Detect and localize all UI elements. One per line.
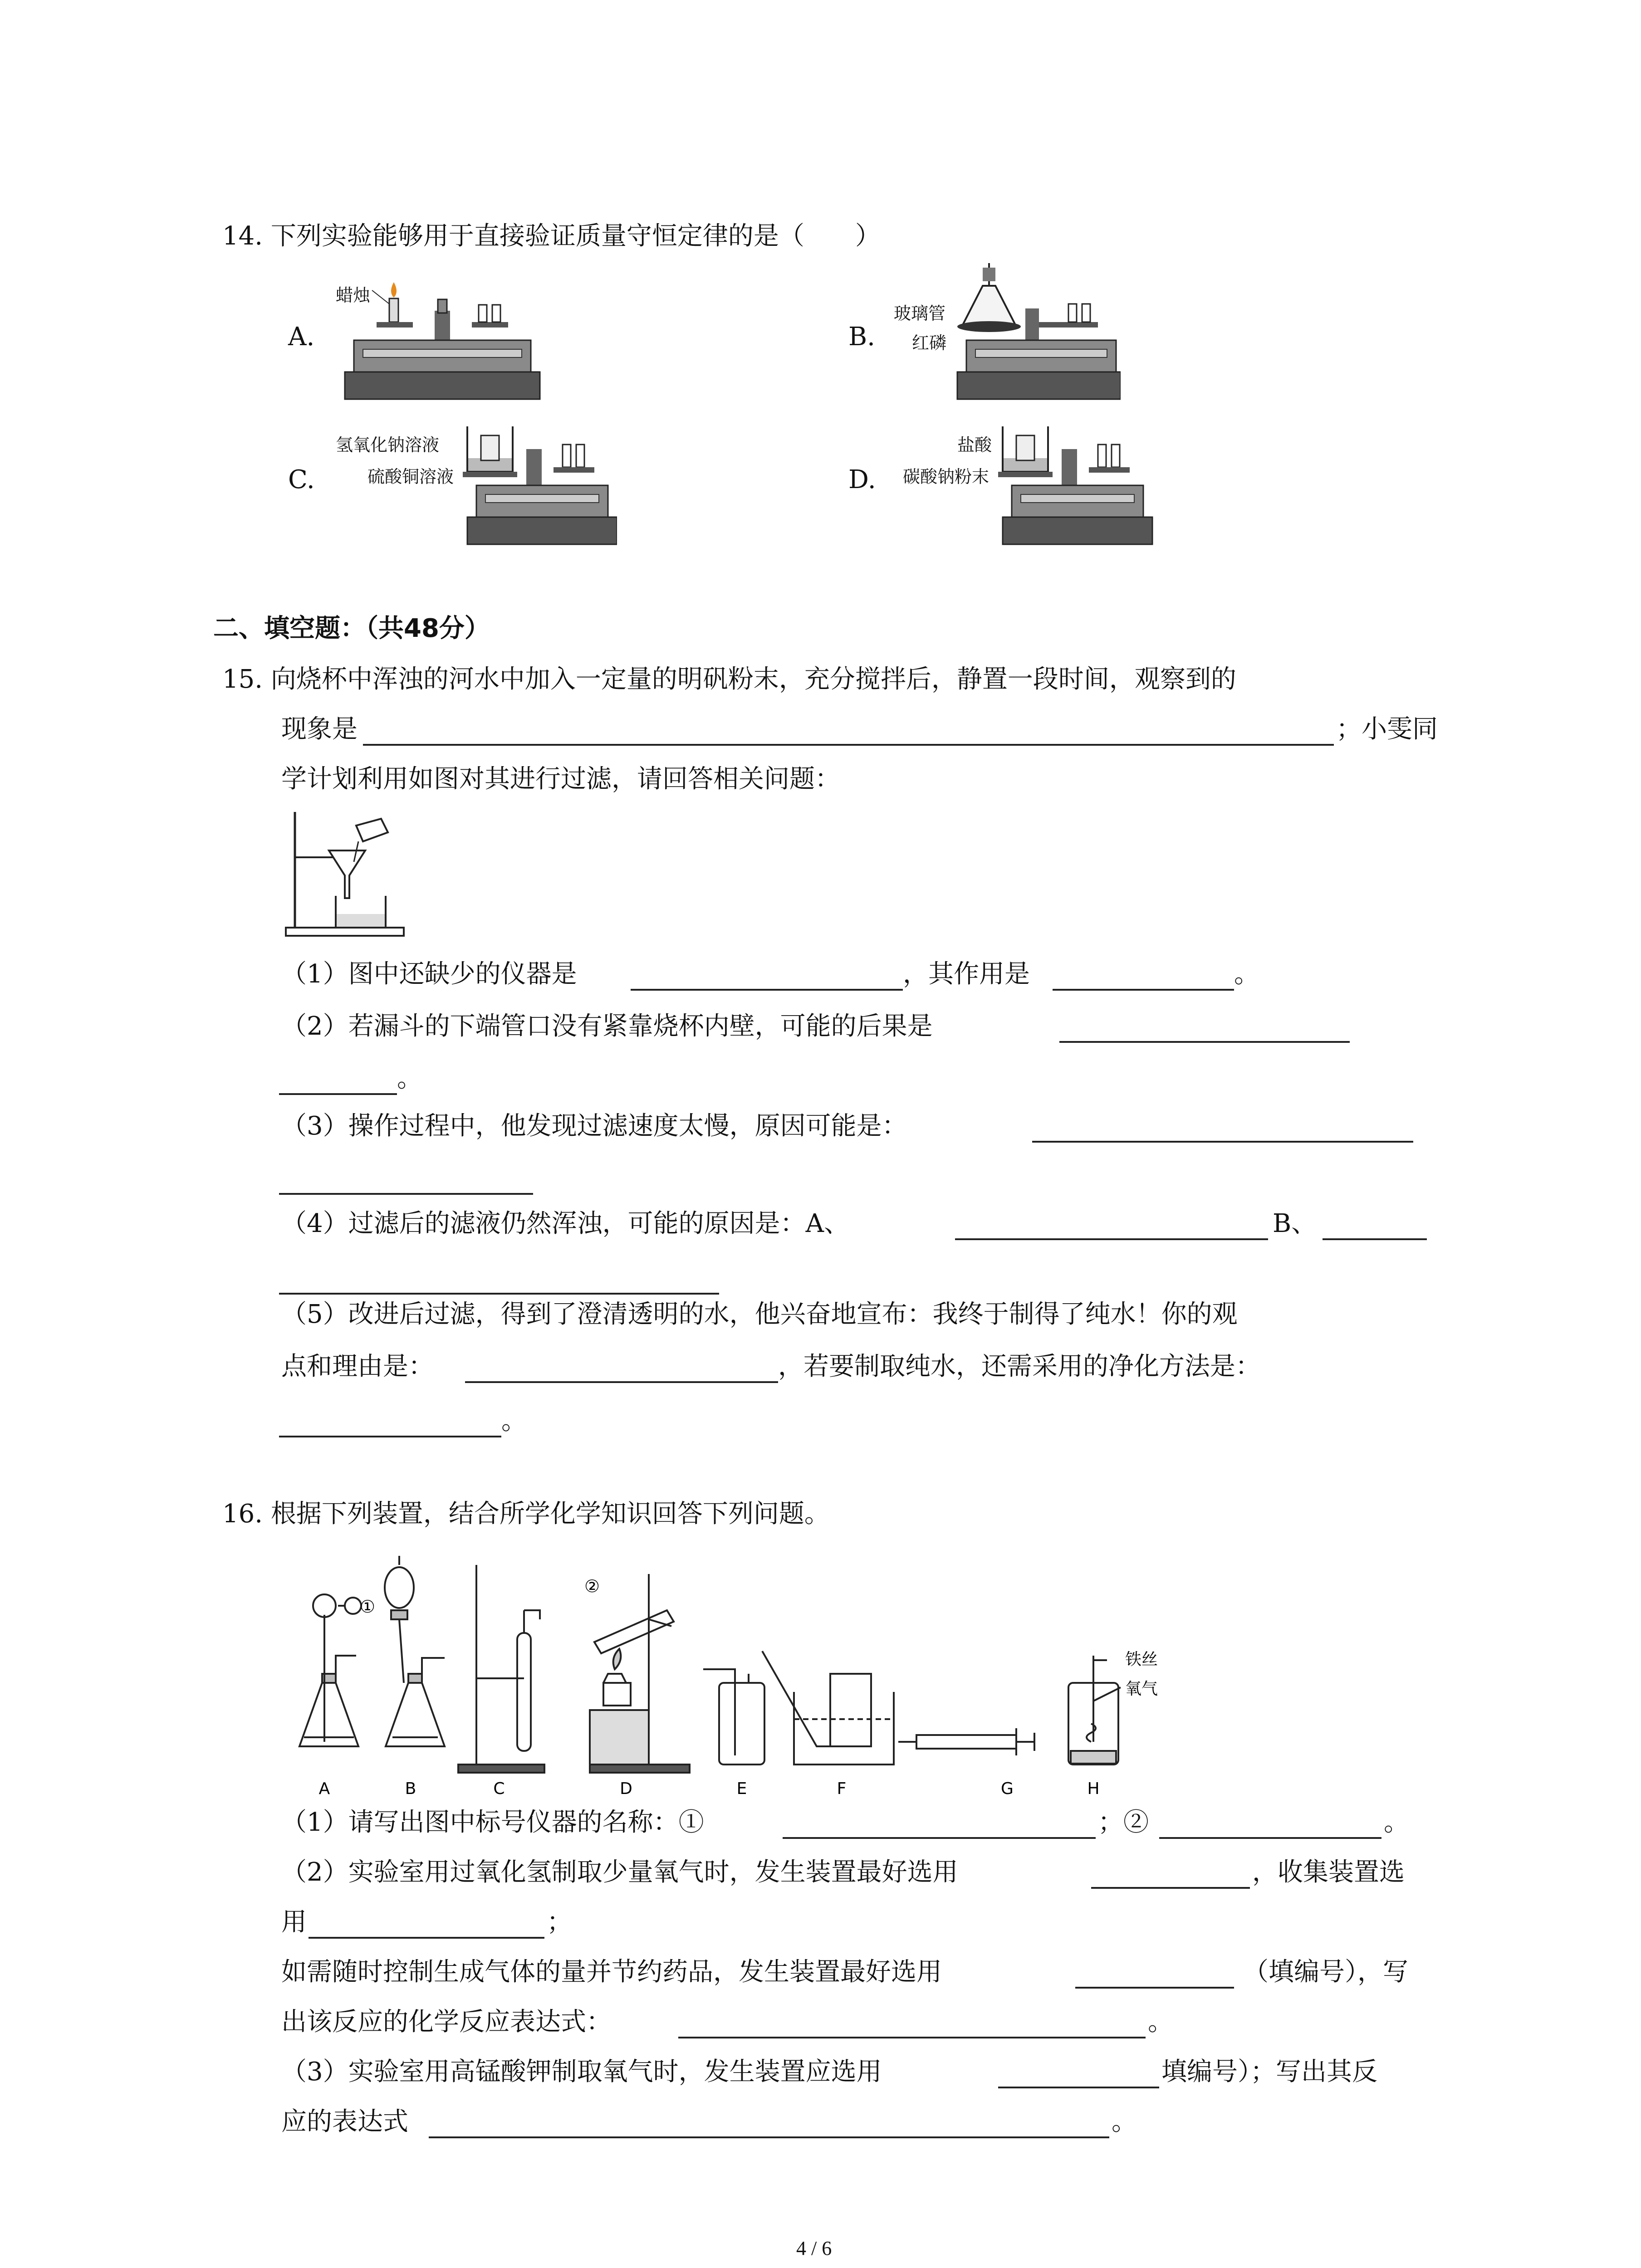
q16-apparatus-figure — [272, 1547, 1189, 1801]
q15-blank-consequence-1[interactable] — [1059, 1041, 1350, 1043]
q16-p2f: （填编号），写 — [1243, 1957, 1408, 1987]
apparatus-letter-g: G — [1001, 1779, 1014, 1798]
q15-p5b: 点和理由是： — [281, 1352, 434, 1381]
q15-blank-slow-reason-2[interactable] — [279, 1193, 533, 1195]
q15-blank-turbid-reason-b-2[interactable] — [279, 1293, 719, 1295]
q14-option-a-figure — [336, 272, 549, 408]
iron-wire-label: 铁丝 — [1125, 1650, 1158, 1669]
apparatus-letter-c: C — [493, 1779, 505, 1798]
q14-option-b-figure — [894, 259, 1121, 413]
candle-label: 蜡烛 — [336, 285, 371, 305]
q15-blank-phenomenon[interactable] — [363, 744, 1334, 746]
q16-p1a: （1）请写出图中标号仪器的名称：① — [281, 1808, 704, 1837]
q15-line1: 15. 向烧杯中浑浊的河水中加入一定量的明矾粉末，充分搅拌后，静置一段时间，观察到的 — [222, 665, 1236, 694]
q14-option-d-figure — [903, 417, 1184, 567]
q16-p2b: ，收集装置选 — [1252, 1857, 1405, 1887]
red-phosphorus-label: 红磷 — [912, 333, 947, 353]
q16-p3d: 。 — [1112, 2107, 1137, 2136]
apparatus-letter-h: H — [1087, 1779, 1100, 1798]
q14-option-b-letter: B. — [848, 322, 875, 352]
q15-line2b: ；小雯同 — [1336, 714, 1438, 744]
oxygen-label: 氧气 — [1125, 1680, 1158, 1698]
apparatus-letter-b: B — [405, 1779, 416, 1798]
q16-p2c: 用 — [281, 1907, 307, 1937]
q16-p1b: ；② — [1098, 1808, 1149, 1837]
q15-blank-turbid-reason-b-1[interactable] — [1323, 1238, 1427, 1240]
q16-blank-generator-h2o2[interactable] — [1091, 1887, 1250, 1889]
q16-p2h: 。 — [1148, 2007, 1173, 2037]
cuso4-solution-label: 硫酸铜溶液 — [367, 467, 454, 487]
mark-2-label: ② — [584, 1576, 600, 1596]
q15-blank-instrument-purpose[interactable] — [1053, 989, 1234, 991]
q16-blank-collector[interactable] — [309, 1937, 544, 1939]
hydrochloric-acid-label: 盐酸 — [957, 435, 992, 455]
q15-line2a: 现象是 — [281, 714, 358, 744]
q16-p3c: 应的表达式 — [281, 2107, 408, 2136]
q16-blank-instrument-1[interactable] — [783, 1837, 1096, 1839]
q16-p3b: 填编号）；写出其反 — [1161, 2057, 1377, 2087]
q15-p3: （3）操作过程中，他发现过滤速度太慢，原因可能是： — [281, 1111, 907, 1141]
q14-option-a-letter: A. — [288, 322, 315, 352]
mark-1-label: ① — [359, 1597, 376, 1617]
q15-p1c: 。 — [1234, 959, 1259, 989]
q16-p2e: 如需随时控制生成气体的量并节约药品，发生装置最好选用 — [281, 1957, 942, 1987]
q14-option-c-figure — [336, 417, 617, 567]
page-number: 4 / 6 — [796, 2237, 832, 2259]
gas-apparatus-icon — [272, 1547, 1189, 1801]
q15-p1b: ，其作用是 — [903, 959, 1030, 989]
q15-blank-turbid-reason-a[interactable] — [955, 1238, 1268, 1240]
section-heading: 二、填空题：（共48分） — [213, 614, 490, 643]
q15-p4a: （4）过滤后的滤液仍然浑浊，可能的原因是：A、 — [281, 1209, 850, 1238]
sodium-carbonate-label: 碳酸钠粉末 — [903, 467, 989, 487]
q15-p5a: （5）改进后过滤，得到了澄清透明的水，他兴奋地宣布：我终于制得了纯水！你的观 — [281, 1300, 1238, 1329]
q15-blank-consequence-2[interactable] — [279, 1093, 397, 1095]
q16-blank-kmno4-equation[interactable] — [429, 2136, 1109, 2138]
q15-p1a: （1）图中还缺少的仪器是 — [281, 959, 577, 989]
q16-blank-h2o2-equation[interactable] — [678, 2037, 1146, 2038]
q16-p2d: ； — [547, 1907, 572, 1937]
q16-blank-controlled-generator[interactable] — [1075, 1987, 1234, 1989]
q16-stem: 16. 根据下列装置，结合所学化学知识回答下列问题。 — [222, 1499, 830, 1529]
q15-line3: 学计划利用如图对其进行过滤，请回答相关问题： — [281, 764, 840, 794]
q15-p2b: 。 — [397, 1064, 422, 1093]
q14-stem: 14. 下列实验能够用于直接验证质量守恒定律的是（ ） — [222, 221, 881, 251]
q16-p3a: （3）实验室用高锰酸钾制取氧气时，发生装置应选用 — [281, 2057, 882, 2087]
q15-p5c: ，若要制取纯水，还需采用的净化方法是： — [778, 1352, 1261, 1381]
q16-blank-instrument-2[interactable] — [1159, 1837, 1381, 1839]
q15-blank-slow-reason-1[interactable] — [1032, 1141, 1413, 1143]
q14-option-c-letter: C. — [288, 465, 315, 494]
naoh-solution-label: 氢氧化钠溶液 — [336, 435, 440, 455]
apparatus-letter-f: F — [837, 1779, 847, 1798]
q15-p4b: B、 — [1273, 1209, 1317, 1238]
filtration-apparatus-figure — [277, 807, 408, 939]
q15-blank-purification-method[interactable] — [279, 1436, 501, 1437]
q16-blank-kmno4-generator[interactable] — [998, 2087, 1159, 2088]
apparatus-letter-d: D — [620, 1779, 632, 1798]
apparatus-letter-e: E — [736, 1779, 747, 1798]
q15-blank-missing-instrument[interactable] — [631, 989, 903, 991]
q16-p2g: 出该反应的化学反应表达式： — [281, 2007, 612, 2037]
glass-tube-label: 玻璃管 — [894, 303, 946, 323]
q16-p1c: 。 — [1384, 1808, 1409, 1837]
filtration-setup-icon — [277, 807, 408, 939]
apparatus-letter-a: A — [318, 1779, 330, 1798]
balance-with-beaker-icon — [903, 417, 1184, 567]
q15-p5d: 。 — [501, 1406, 527, 1436]
q15-blank-opinion[interactable] — [465, 1381, 778, 1383]
q14-option-d-letter: D. — [848, 465, 876, 494]
q16-p2a: （2）实验室用过氧化氢制取少量氧气时，发生装置最好选用 — [281, 1857, 958, 1887]
q15-p2a: （2）若漏斗的下端管口没有紧靠烧杯内壁，可能的后果是 — [281, 1012, 933, 1041]
